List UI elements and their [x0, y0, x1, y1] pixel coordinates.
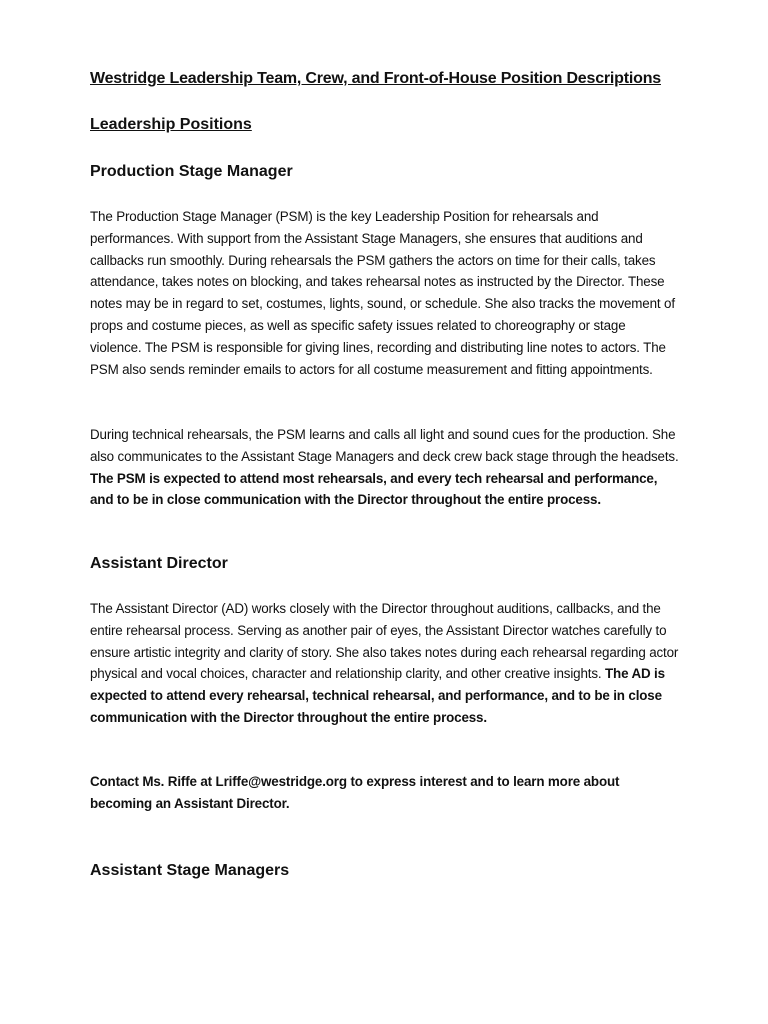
heading-assistant-director: Assistant Director: [90, 555, 228, 572]
section-heading-leadership: Leadership Positions: [90, 116, 252, 133]
heading-assistant-stage-managers: Assistant Stage Managers: [90, 862, 290, 879]
psm-paragraph-1: The Production Stage Manager (PSM) is the key Leadership Position for rehearsals and performances. With support from the Assistant Stage Managers, she ensures that auditions and callbacks run smoothly. During rehearsals the PSM gathers the actors on time for their calls, takes attendance, takes notes on blocking, and takes rehearsal notes as instructed by the Director. These notes may be in regard to set, costumes, lights, sound, or schedule. She also tracks the movement of props and costume pieces, as well as specific safety issues related to choreography or stage violence. The PSM is responsible for giving lines, recording and distributing line notes to actors. The PSM also sends reminder emails to actors for all costume measurement and fitting appointments.: [90, 209, 675, 377]
document-title: Westridge Leadership Team, Crew, and Front-of-House Position Descriptions: [90, 70, 661, 87]
ad-paragraph-1: [90, 598, 680, 729]
heading-production-stage-manager: Production Stage Manager: [90, 163, 293, 180]
ad-contact-paragraph: Contact Ms. Riffe at Lriffe@westridge.org to express interest and to learn more about becoming an Assistant Director.: [90, 774, 620, 811]
psm-paragraph-2-text: During technical rehearsals, the PSM learns and calls all light and sound cues for the production. She also communicates to the Assistant Stage Managers and deck crew back stage through the headsets.: [90, 427, 679, 464]
ad-paragraph-1-text: The Assistant Director (AD) works closely with the Director throughout auditions, callbacks, and the entire rehearsal process. Serving as another pair of eyes, the Assistant Director watches carefully to ensure artistic integrity and clarity of story. She also takes notes during each rehearsal regarding actor physical and vocal choices, character and relationship clarity, and other creative insights.: [90, 601, 679, 682]
ad-paragraph-1-bold: The AD is expected to attend every rehearsal, technical rehearsal, and performance, and to be in close communication with the Director throughout the entire process.: [90, 666, 665, 725]
psm-paragraph-2-bold: The PSM is expected to attend most rehearsals, and every tech rehearsal and performance, and to be in close communication with the Director throughout the entire process.: [90, 470, 658, 508]
psm-paragraph-2: [90, 424, 680, 511]
